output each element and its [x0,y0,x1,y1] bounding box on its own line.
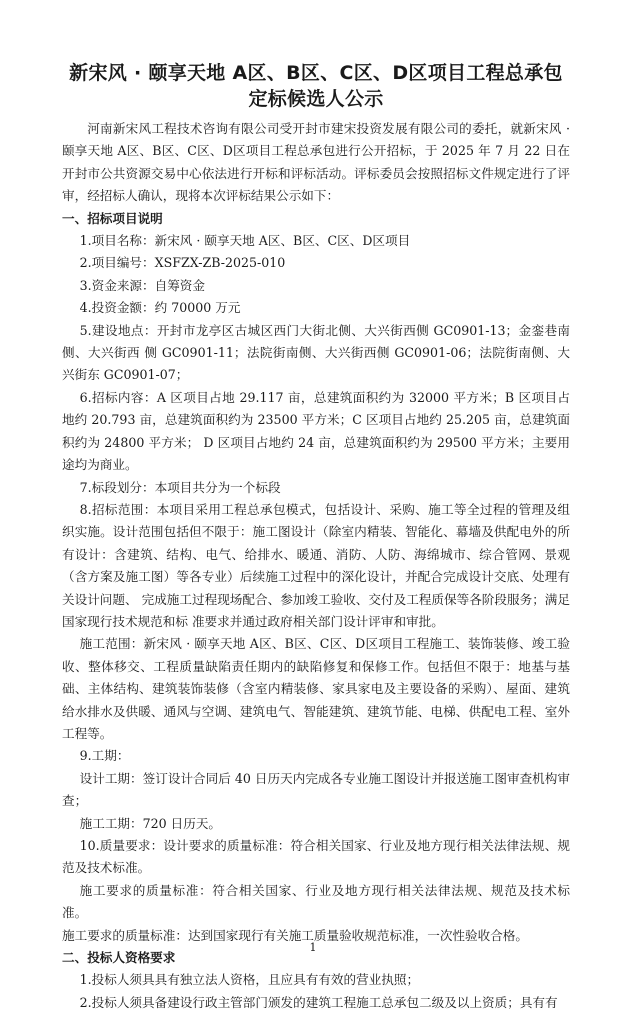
document-title [62,60,570,112]
item-fund-source: 3.资金来源：自筹资金 [79,277,205,293]
title-line-2: 定标候选人公示 [248,88,384,110]
title-line-1: 新宋风 · 颐享天地 A区、B区、C区、D区项目工程总承包 [69,62,563,84]
qualification-2: 2.投标人须具备建设行政主管部门颁发的建筑工程施工总承包二级及以上资质；具有有 [79,994,558,1010]
qualification-1: 1.投标人须具具有独立法人资格，且应具有有效的营业执照； [79,972,420,988]
item-duration: 9.工期： [79,748,130,764]
item-project-number: 2.项目编号：XSFZX-ZB-2025-010 [79,255,286,271]
construction-scope: 施工范围：新宋风 · 颐享天地 A区、B区、C区、D区项目工程施工、装饰装修、竣工验收、整体移交、工程质量缺陷责任期内的缺陷修复和保修工作。包括但不限于：地基与基础、主体结构、建筑装饰装修（含室内精装修、家具家电及主要设备的采购）、屋面、建筑给水排水及供暖、通风与空调、建筑电气、智能建筑、建筑节能、电梯、供配电工程、室外工程等。 [62,636,570,741]
page-number: 1 [309,941,317,954]
item-location: 5.建设地点：开封市龙亭区古城区西门大街北侧、大兴街西侧 GC0901-13；金銮巷南侧、大兴街西 侧 GC0901-11；法院街南侧、大兴街西侧 GC0901-06；法院街南侧、大兴街东 GC0901-07； [62,322,570,383]
item-project-name: 1.项目名称：新宋风 · 颐享天地 A区、B区、C区、D区项目 [79,233,411,249]
intro-paragraph: 河南新宋风工程技术咨询有限公司受开封市建宋投资发展有限公司的委托，就新宋风 · 颐享天地 A区、B区、C区、D区项目工程总承包进行公开招标，于 2025 年 7 月 22 日在开封市公共资源交易中心依法进行开标和评标活动。评标委员会按照招标文件规定进行了评审，经招标人确认，现将本次评标结果公示如下： [62,121,570,204]
item-tender-content: 6.招标内容：A 区项目占地 29.117 亩，总建筑面积约为 32000 平方米；B 区项目占地约 20.793 亩，总建筑面积约为 23500 平方米；C 区项目占地约 25.205 亩，总建筑面积约为 24800 平方米； D 区项目占地约 24 亩，总建筑面积约为 29500 平方米；主要用途均为商业。 [62,389,570,473]
section-heading-1: 一、招标项目说明 [62,210,163,226]
item-quality: 10.质量要求：设计要求的质量标准：符合相关国家、行业及地方现行相关法律法规、规范及技术标准。 [62,838,570,876]
item-investment: 4.投资金额：约 70000 万元 [79,300,241,316]
design-period: 设计工期：签订设计合同后 40 日历天内完成各专业施工图设计并报送施工图审查机构审查； [62,770,570,809]
item-lot-division: 7.标段划分：本项目共分为一个标段 [79,479,281,495]
document-body [62,118,570,1014]
section-heading-2: 二、投标人资格要求 [62,950,176,966]
construction-period: 施工工期：720 日历天。 [79,815,222,831]
quality-construction: 施工要求的质量标准：符合相关国家、行业及地方现行相关法律法规、规范及技术标准。 [62,882,570,921]
item-tender-scope: 8.招标范围：本项目采用工程总承包模式，包括设计、采购、施工等全过程的管理及组织实施。设计范围包括但不限于：施工图设计（除室内精装、智能化、幕墙及供配电外的所有设计：含建筑、结构、电气、给排水、暖通、消防、人防、海绵城市、综合管网、景观（含方案及施工图）等各专业）后续施工过程中的深化设计，并配合完成设计交底、处理有关设计问题、 完成施工过程现场配合、参加竣工验收、交付及工程质保等各阶段服务；满足国家现行技术规范和标 准要求并通过政府相关部门设计评审和审批。 [62,501,570,629]
quality-acceptance: 施工要求的质量标准：达到国家现行有关施工质量验收规范标准，一次性验收合格。 [62,927,528,943]
